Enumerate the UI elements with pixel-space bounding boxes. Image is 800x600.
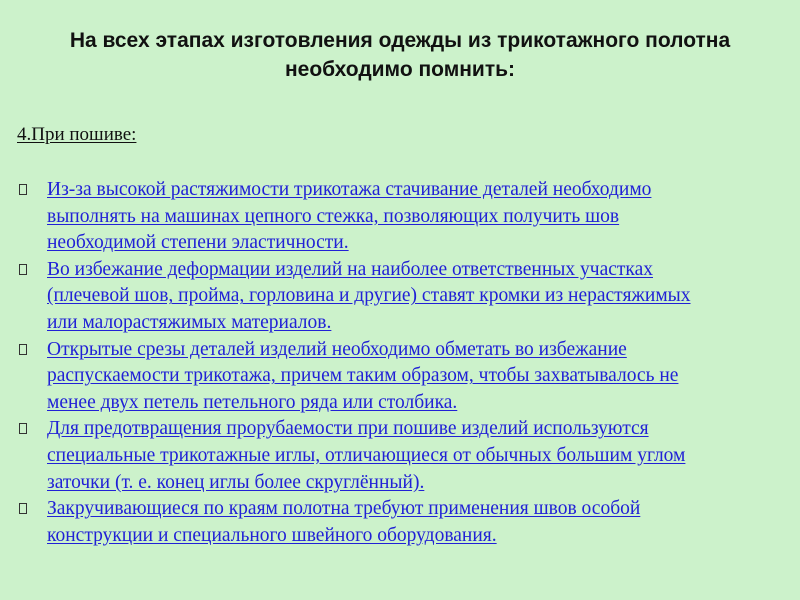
slide-title [0,26,800,84]
bullet-link-4[interactable] [47,416,800,496]
title-line-2: необходимо помнить: [284,58,516,81]
link-line[interactable]: менее двух петель петельного ряда или столбика. [47,391,458,413]
list-item [0,177,800,257]
bullet-list [0,177,800,549]
link-line[interactable]: выполнять на машинах цепного стежка, позволяющих получить шов [47,205,620,227]
list-item [0,257,800,337]
section-heading: 4.При пошиве: [17,124,137,145]
bullet-link-2[interactable] [47,257,800,337]
link-line[interactable]: Для предотвращения прорубаемости при пошиве изделий используются [47,418,649,440]
list-item [0,416,800,496]
link-line[interactable]: (плечевой шов, пройма, горловина и другие) ставят кромки из нерастяжимых [47,285,691,307]
list-item [0,496,800,549]
bullet-icon [19,423,27,434]
link-line[interactable]: необходимой степени эластичности. [47,232,349,254]
bullet-link-3[interactable] [47,337,800,417]
link-line[interactable]: Во избежание деформации изделий на наиболее ответственных участках [47,258,653,280]
bullet-icon [19,344,27,355]
bullet-icon [19,503,27,514]
bullet-link-5[interactable] [47,496,800,549]
list-item [0,337,800,417]
link-line[interactable]: или малорастяжимых материалов. [47,311,332,333]
link-line[interactable]: Открытые срезы деталей изделий необходимо обметать во избежание [47,338,627,360]
bullet-link-1[interactable] [47,177,800,257]
link-line[interactable]: Из-за высокой растяжимости трикотажа стачивание деталей необходимо [47,179,652,200]
bullet-icon [19,184,27,195]
title-line-1: На всех этапах изготовления одежды из трикотажного полотна [69,29,731,52]
link-line[interactable]: специальные трикотажные иглы, отличающиеся от обычных большим углом [47,444,686,466]
link-line[interactable]: заточки (т. е. конец иглы более скруглённый). [47,471,425,493]
link-line[interactable]: распускаемости трикотажа, причем таким образом, чтобы захватывалось не [47,365,679,387]
link-line[interactable]: конструкции и специального швейного оборудования. [47,524,497,546]
bullet-icon [19,264,27,275]
link-line[interactable]: Закручивающиеся по краям полотна требуют применения швов особой [47,498,641,520]
